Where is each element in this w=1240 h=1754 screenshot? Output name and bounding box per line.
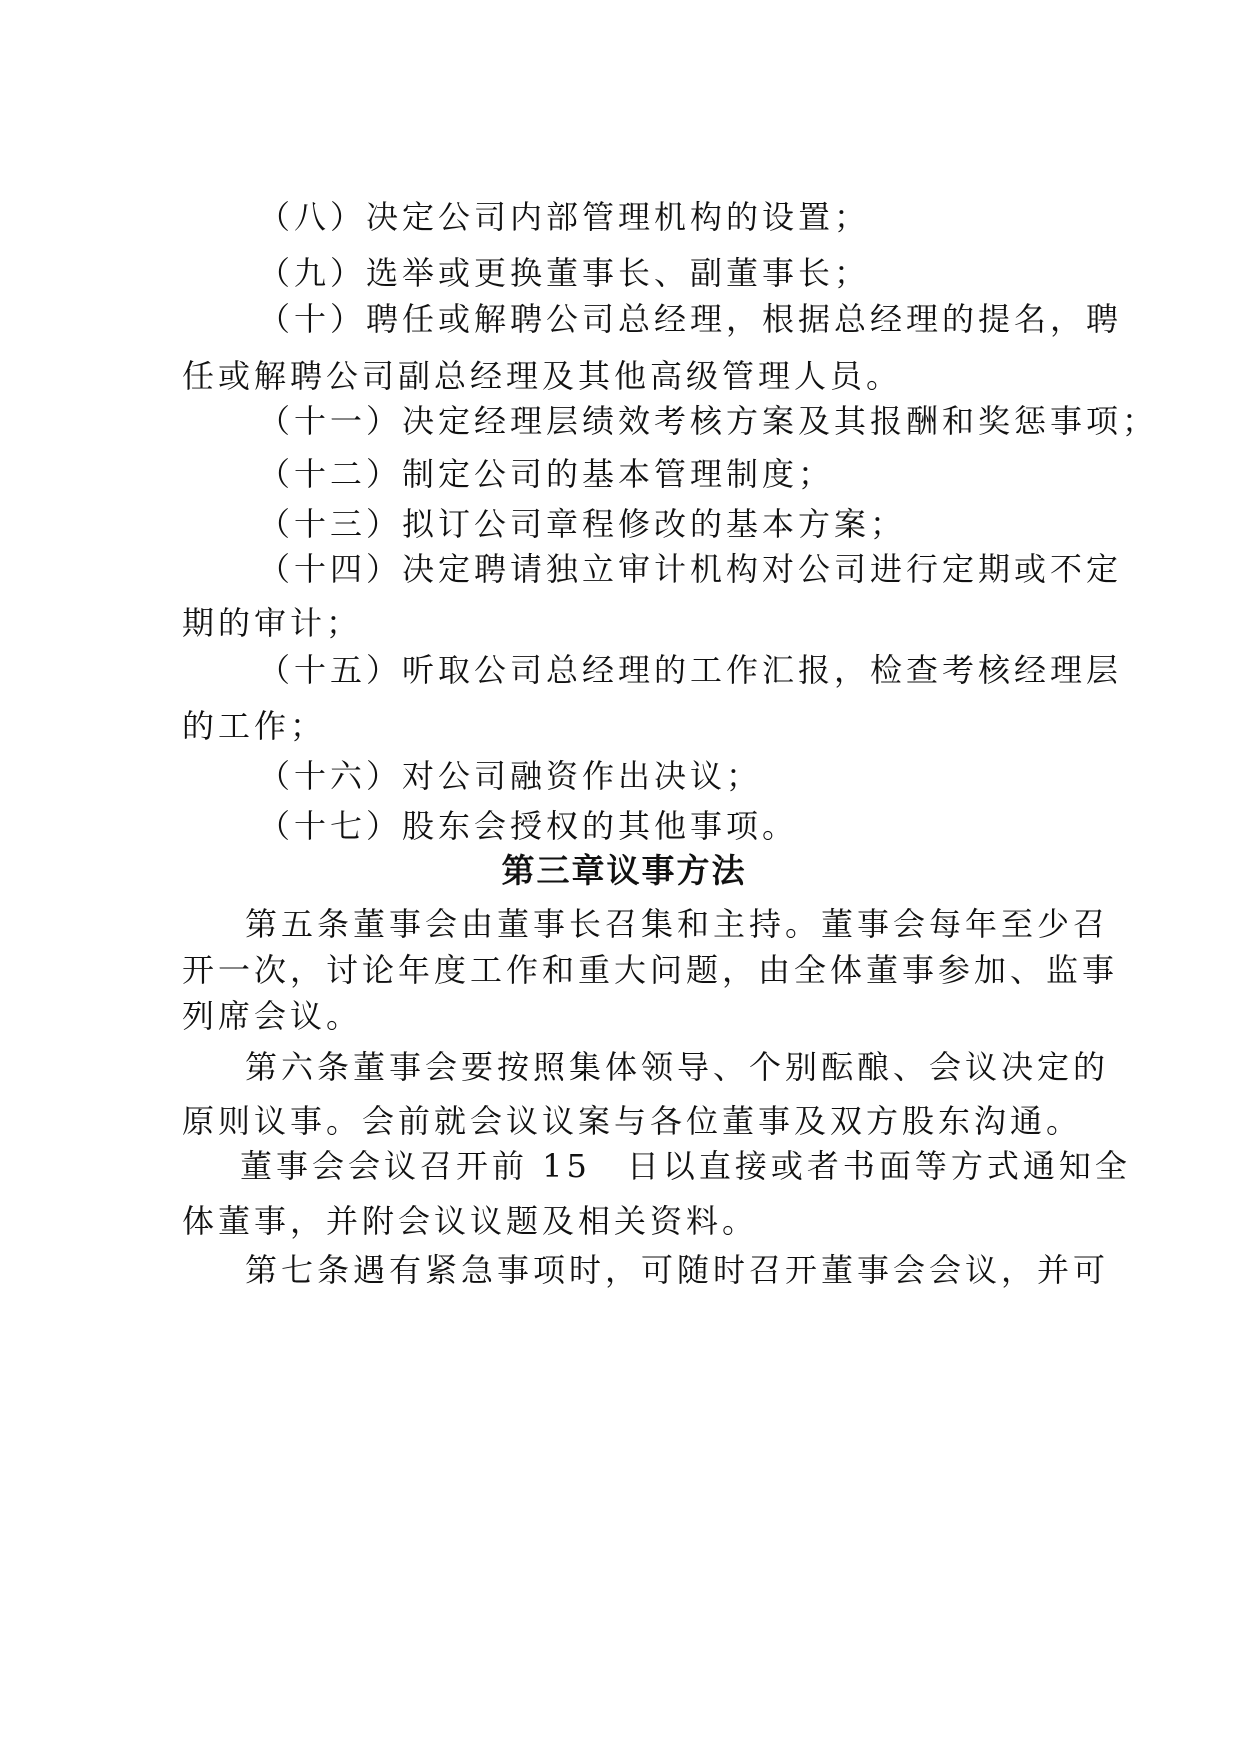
item-9: （九）选举或更换董事长、副董事长；	[258, 254, 871, 292]
article-5-line-3: 列席会议。	[182, 997, 363, 1035]
article-5-line-2: 开一次，讨论年度工作和重大问题，由全体董事参加、监事	[182, 951, 1119, 989]
article-5-line-1: 第五条董事会由董事长召集和主持。董事会每年至少召	[245, 905, 1110, 943]
item-14-line-1: （十四）决定聘请独立审计机构对公司进行定期或不定	[258, 550, 1123, 588]
notice-line-1: 董事会会议召开前 15 日以直接或者书面等方式通知全	[240, 1147, 1131, 1185]
item-15-line-1: （十五）听取公司总经理的工作汇报，检查考核经理层	[258, 651, 1123, 689]
item-11: （十一）决定经理层绩效考核方案及其报酬和奖惩事项；	[258, 402, 1159, 440]
article-6-line-2: 原则议事。会前就会议议案与各位董事及双方股东沟通。	[182, 1102, 1083, 1140]
item-15-line-2: 的工作；	[182, 707, 327, 745]
item-10-line-1: （十）聘任或解聘公司总经理，根据总经理的提名，聘	[258, 300, 1123, 338]
article-7-line-1: 第七条遇有紧急事项时，可随时召开董事会会议，并可	[245, 1251, 1110, 1289]
item-14-line-2: 期的审计；	[182, 604, 363, 642]
item-17: （十七）股东会授权的其他事项。	[258, 807, 799, 845]
item-12: （十二）制定公司的基本管理制度；	[258, 455, 835, 493]
item-13: （十三）拟订公司章程修改的基本方案；	[258, 505, 907, 543]
item-16: （十六）对公司融资作出决议；	[258, 757, 763, 795]
chapter-heading: 第三章议事方法	[501, 851, 747, 890]
item-8: （八）决定公司内部管理机构的设置；	[258, 198, 871, 236]
item-10-line-2: 任或解聘公司副总经理及其他高级管理人员。	[182, 357, 903, 395]
article-6-line-1: 第六条董事会要按照集体领导、个别酝酿、会议决定的	[245, 1048, 1110, 1086]
notice-line-2: 体董事，并附会议议题及相关资料。	[182, 1202, 759, 1240]
